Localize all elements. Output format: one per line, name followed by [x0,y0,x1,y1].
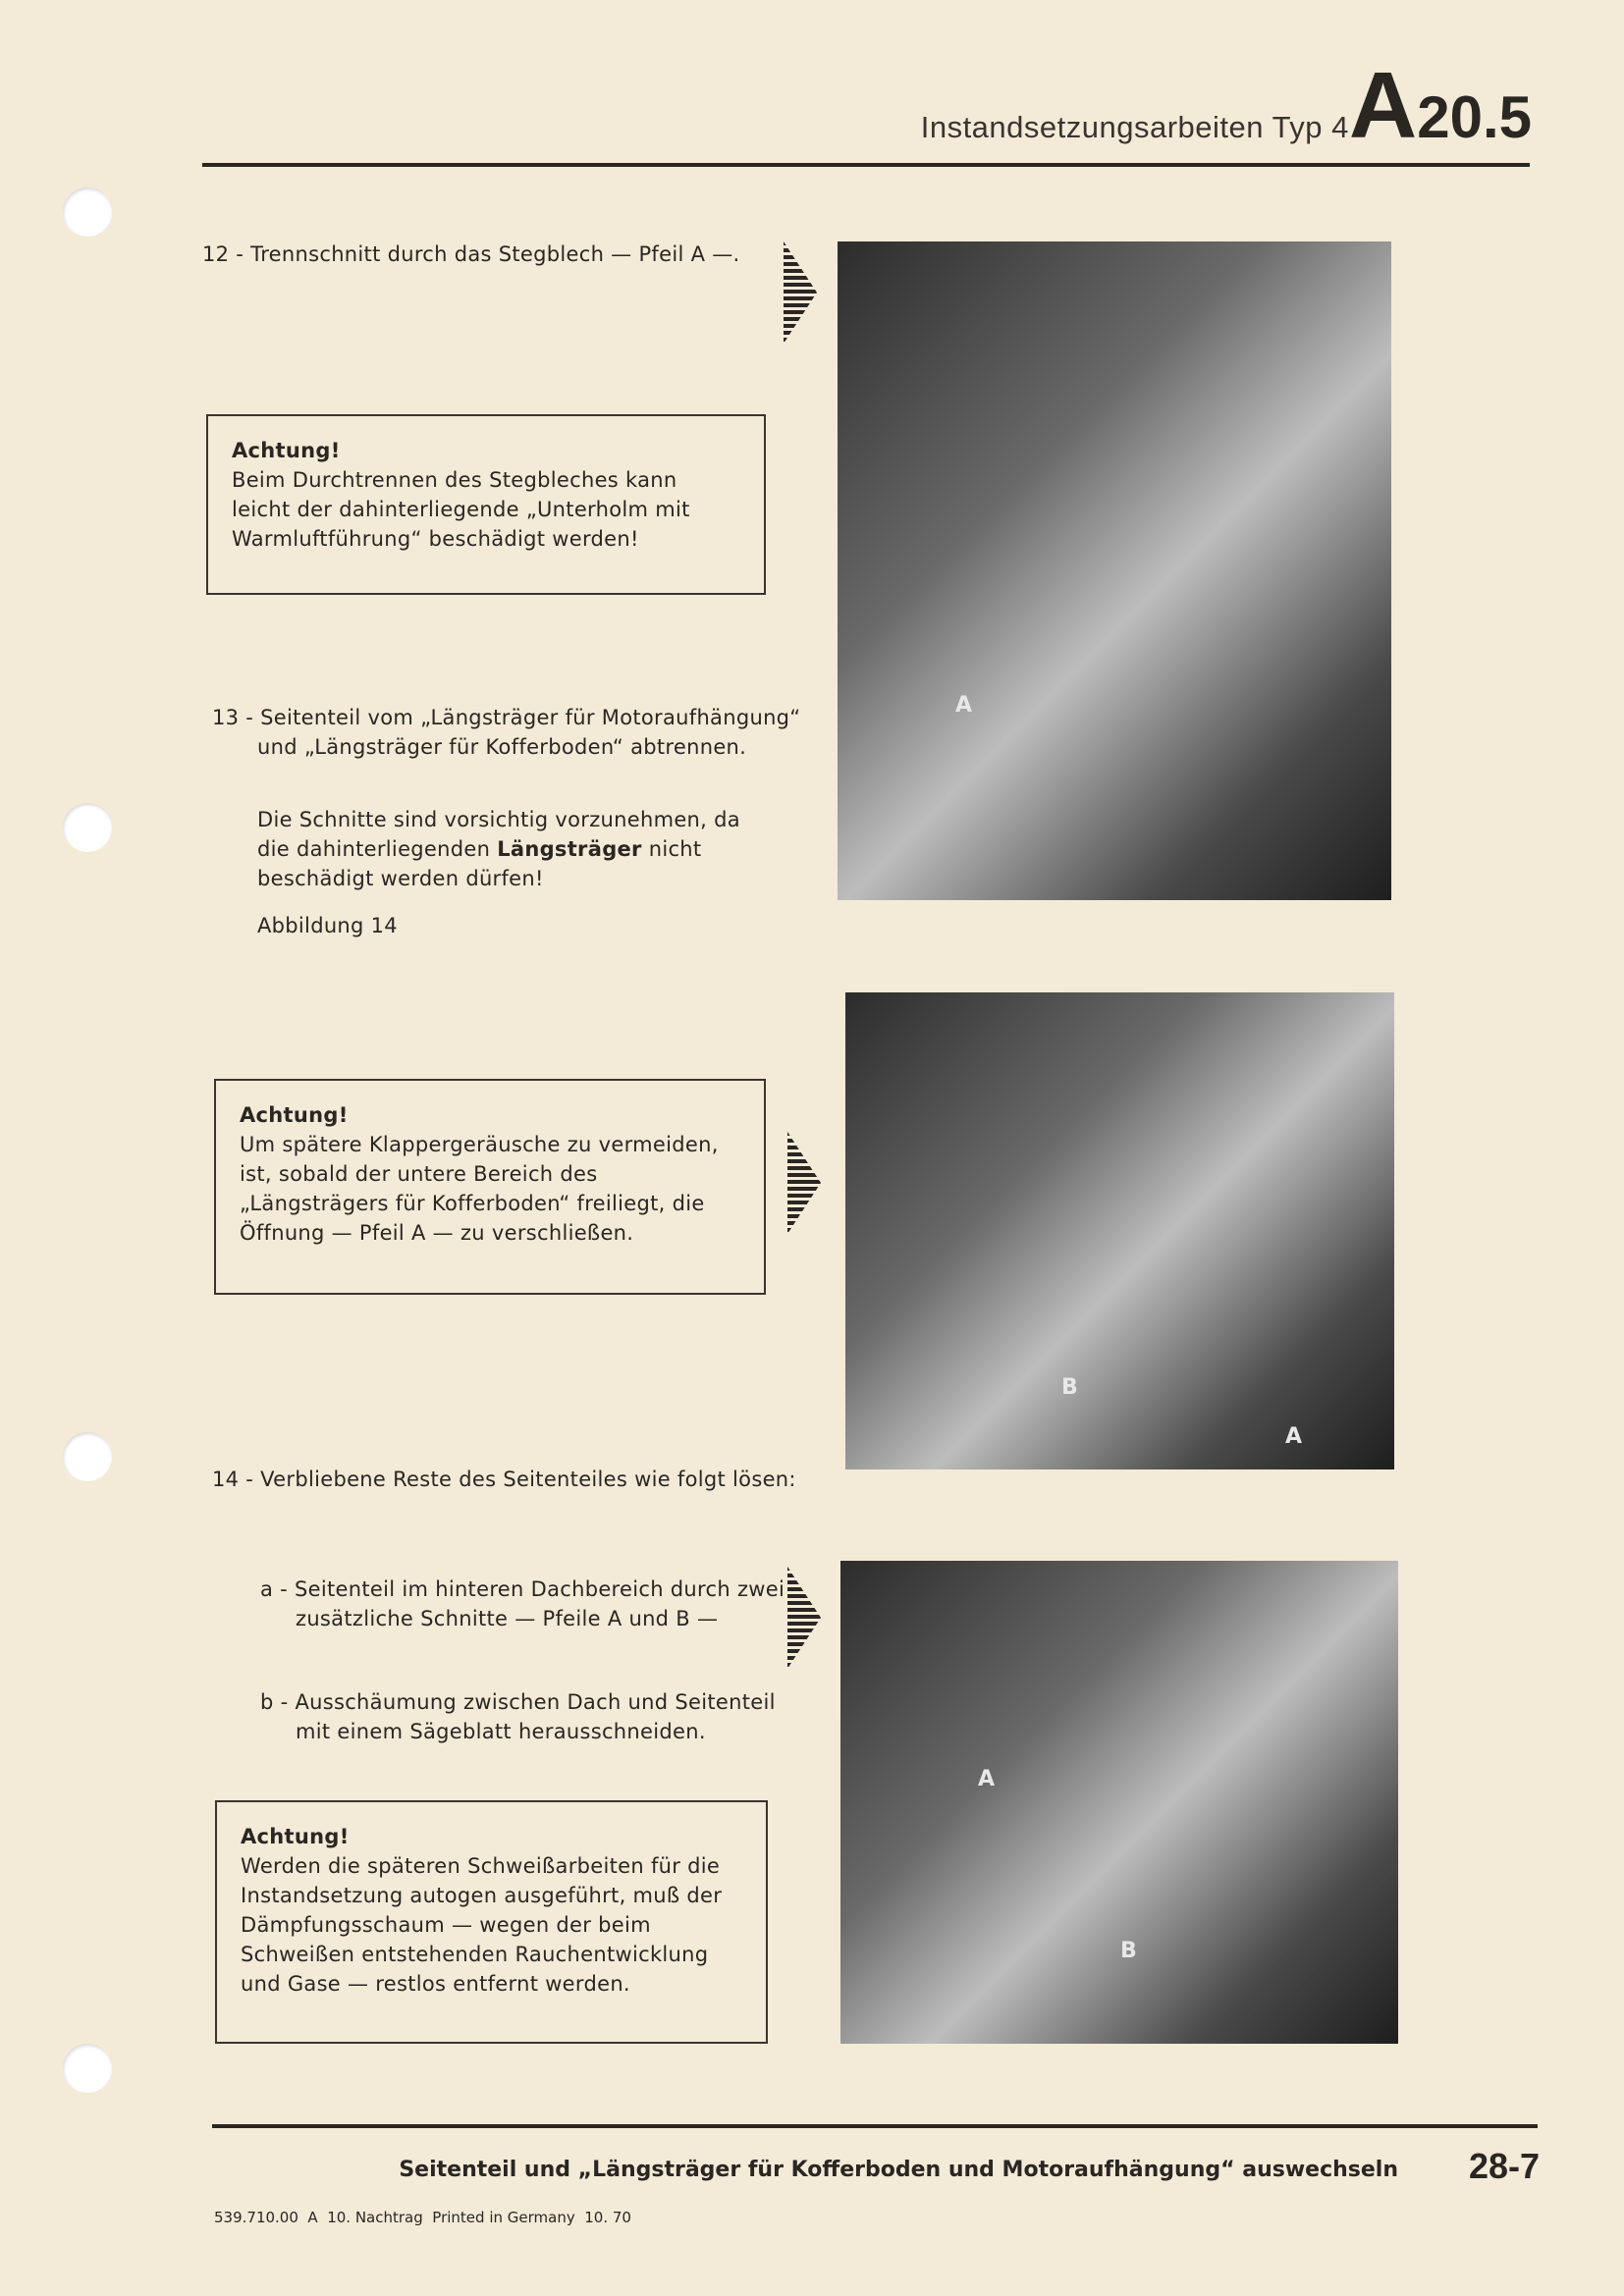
step-14: 14 - Verbliebene Reste des Seitenteiles wie folgt lösen: [212,1468,796,1491]
page-number: 28-7 [1469,2146,1541,2186]
warning-heading: Achtung! [241,1825,350,1848]
warning-heading: Achtung! [240,1103,349,1127]
figure-reference: Abbildung 14 [257,914,398,937]
punch-hole [63,187,112,237]
header-rule [202,163,1530,167]
section-number: 20.5 [1417,84,1532,150]
photo-label: B [1120,1939,1137,1963]
step-12: 12 - Trennschnitt durch das Stegblech — Pfeil A —. [202,242,740,266]
page-header [864,53,1532,158]
photo-figure-14 [845,992,1394,1469]
punch-hole [63,803,112,852]
step-14b: b - Ausschäumung zwischen Dach und Seitenteil mit einem Sägeblatt herausschneiden. [260,1690,776,1743]
pointer-arrow-icon [787,1132,821,1234]
warning-box [214,1079,766,1295]
photo-label: A [978,1767,996,1791]
photo-label: A [1285,1424,1303,1449]
header-title: Instandsetzungsarbeiten Typ 4 [920,110,1349,144]
warning-box [215,1800,768,2044]
photo-figure-15 [840,1561,1398,2044]
punch-hole [63,1432,112,1481]
warning-text: Beim Durchtrennen des Stegbleches kann leicht der dahinterliegende „Unterholm mit Warmluftführung“ beschädigt werden! [232,468,690,551]
section-letter: A [1348,53,1418,158]
warning-text: Um spätere Klappergeräusche zu vermeiden, ist, sobald der untere Bereich des „Längsträgers für Kofferboden“ freiliegt, die Öffnung — Pfeil A — zu verschließen. [240,1133,719,1245]
warning-text: Werden die späteren Schweißarbeiten für die Instandsetzung autogen ausgeführt, muß der Dämpfungsschaum — wegen der beim Schweißen entstehenden Rauchentwicklung und Gase — restlos entfernt werden. [241,1854,723,1996]
warning-heading: Achtung! [232,439,341,462]
footer-rule [212,2124,1538,2128]
pointer-arrow-icon [784,241,817,344]
warning-box [206,414,766,595]
footer-title: Seitenteil und „Längsträger für Kofferboden und Motoraufhängung“ auswechseln [399,2158,1398,2182]
step-13: 13 - Seitenteil vom „Längsträger für Motoraufhängung“ und „Längsträger für Kofferboden“ abtrennen. [212,706,801,759]
step-13-note: Die Schnitte sind vorsichtig vorzunehmen, da die dahinterliegenden Längsträger nicht beschädigt werden dürfen! [257,808,740,890]
photo-label: B [1061,1375,1078,1400]
punch-hole [63,2044,112,2093]
photo-label: A [955,693,973,718]
step-14a: a - Seitenteil im hinteren Dachbereich durch zwei zusätzliche Schnitte — Pfeile A und B — [260,1577,785,1630]
print-info: 539.710.00 A 10. Nachtrag Printed in Germany 10. 70 [214,2209,631,2226]
photo-figure-13 [838,241,1391,900]
